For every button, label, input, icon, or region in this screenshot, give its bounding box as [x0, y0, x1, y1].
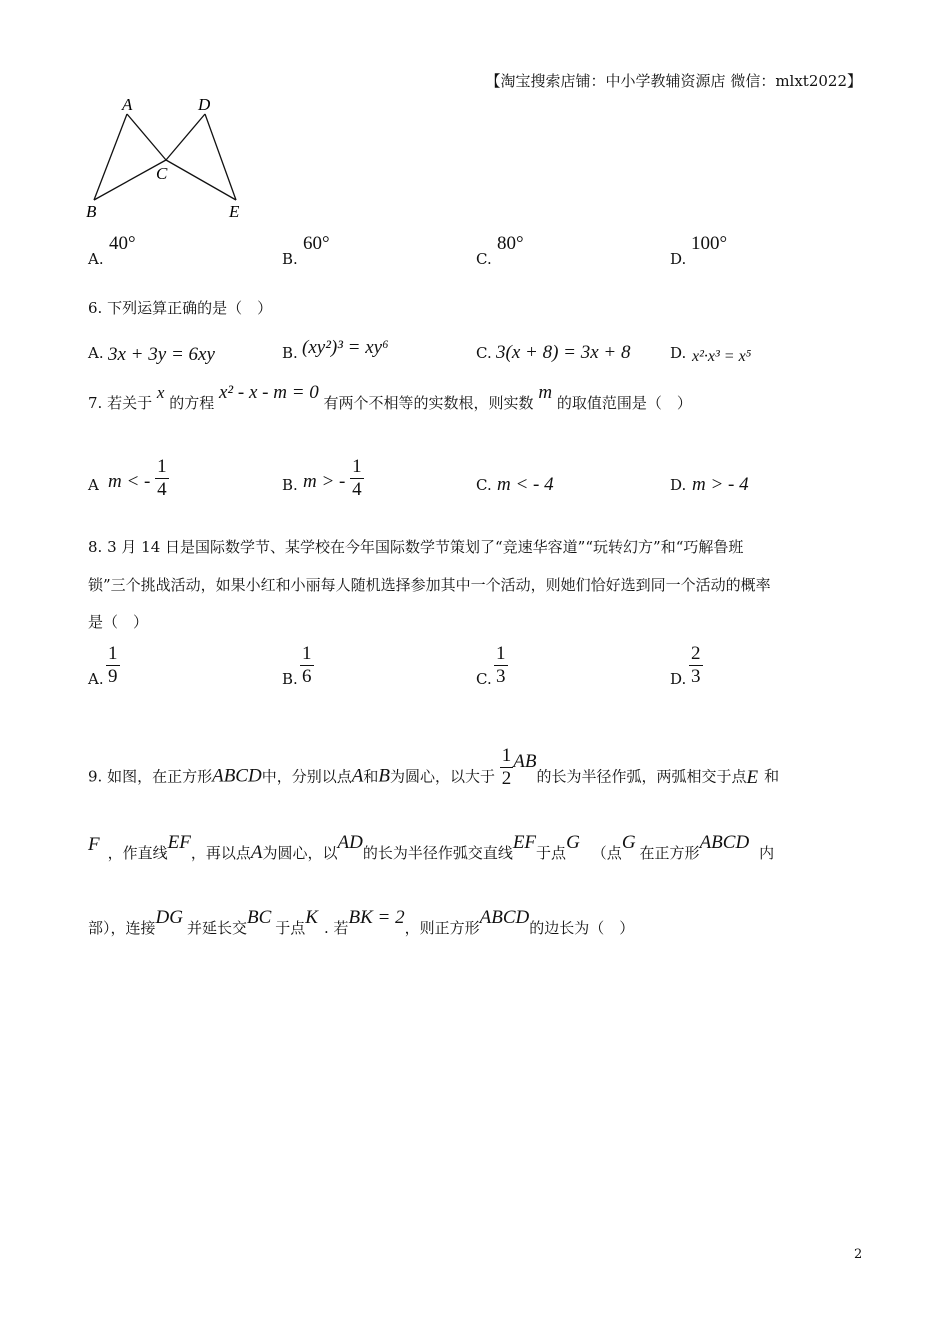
q7-option-a-letter: A [88, 476, 99, 494]
q9-math: BC [246, 907, 272, 928]
q5-option-d-letter: D. [670, 250, 687, 268]
q7-var-m: m [538, 382, 553, 403]
q9-text: （点 [591, 844, 622, 862]
q7-stem [88, 382, 692, 414]
q7-option-b-expr: m > - $\frac{1}{4}$ [303, 456, 362, 500]
q6-option-c-letter: C. [476, 344, 492, 362]
q9-text: 的长为半径作弧，两弧相交于点 [536, 767, 747, 786]
q8-option-b-letter: B. [282, 670, 298, 688]
q9-text: ，作直线 [107, 844, 168, 862]
q9-math: A [351, 765, 364, 787]
q9-text: ，再以点 [190, 844, 251, 862]
q9-text: 的长为半径作弧交直线 [362, 844, 513, 862]
q9-text: 于点 [275, 919, 306, 937]
q6-option-c-expr: 3(x + 8) = 3x + 8 [496, 342, 631, 363]
q7-option-c-expr: m < - 4 [497, 474, 554, 495]
q8-option-c-fraction: $\frac{1}{3}$ [496, 643, 506, 687]
q5-option-c-letter: C. [476, 250, 492, 268]
q5-option-c-value: 80° [497, 233, 524, 254]
q9-math: AD [337, 832, 363, 853]
q6-option-a-letter: A. [88, 344, 104, 362]
q8-line-2: 锁”三个挑战活动，如果小红和小丽每人随机选择参加其中一个活动，则她们恰好选到同一个活动的概率 [88, 576, 771, 594]
page-header: 【淘宝搜索店铺：中小学教辅资源店 微信：mlxt2022】 [485, 72, 862, 90]
q9-line-2 [88, 832, 775, 864]
page-number: 2 [854, 1247, 863, 1262]
q9-math: A [250, 842, 263, 863]
segment-ab [94, 114, 127, 200]
q9-text: 并延长交 [186, 919, 247, 937]
q7-var-x: x [156, 383, 165, 402]
q9-math: AB [513, 751, 537, 773]
q7-option-b-letter: B. [282, 476, 298, 494]
q8-option-b-fraction: $\frac{1}{6}$ [302, 643, 312, 687]
q9-text: 的边长为（ ） [529, 919, 635, 937]
triangle-figure [80, 92, 270, 227]
q9-text: ，则正方形 [404, 919, 480, 937]
q7-stem-text-1: 7. 若关于 [88, 394, 153, 412]
q7-equation: x² - x - m = 0 [219, 382, 319, 403]
q9-text: 在正方形 [639, 844, 700, 862]
q6-option-b-letter: B. [282, 344, 298, 362]
segment-ac [127, 114, 166, 160]
q9-math: DG [155, 907, 183, 928]
q9-text: 中，分别以点 [261, 767, 352, 786]
q9-math: G [566, 832, 580, 853]
q8-line-1: 8. 3 月 14 日是国际数学节、某学校在今年国际数学节策划了“竞速华容道”“玩转幻方”和“巧解鲁班 [88, 538, 744, 556]
q9-math: BK = 2 [348, 907, 405, 928]
q9-line-1 [88, 745, 780, 800]
q9-text: . 若 [323, 919, 349, 937]
label-a: A [122, 95, 133, 114]
q7-stem-text-4: 的取值范围是（ ） [556, 394, 692, 412]
q5-option-a-letter: A. [88, 250, 104, 268]
q6-option-d-letter: D. [670, 344, 687, 362]
q7-option-c-letter: C. [476, 476, 492, 494]
label-b: B [86, 202, 97, 221]
q9-math: ABCD [479, 907, 530, 928]
q5-option-b-letter: B. [282, 250, 298, 268]
label-e: E [229, 202, 240, 221]
q7-stem-text-2: 的方程 [169, 394, 215, 412]
q7-option-d-letter: D. [670, 476, 687, 494]
q9-math: EF [512, 832, 537, 853]
q9-math: B [378, 765, 390, 787]
q9-fraction-half: $\frac{1}{2}$ [501, 745, 512, 789]
q8-line-3: 是（ ） [88, 613, 149, 631]
q8-option-d-letter: D. [670, 670, 687, 688]
q6-option-d-expr: x²·x³ = x⁵ [692, 348, 752, 365]
q9-text: 部），连接 [88, 919, 156, 937]
q9-text: 为圆心，以大于 [389, 767, 495, 786]
q9-text: 和 [764, 767, 780, 786]
q5-option-a-value: 40° [109, 233, 136, 254]
q9-text: 于点 [536, 844, 567, 862]
q9-text: 内 [759, 844, 775, 862]
q6-stem: 6. 下列运算正确的是（ ） [88, 299, 273, 317]
segment-de [205, 114, 236, 200]
q9-text: 和 [363, 767, 379, 786]
q8-option-a-fraction: $\frac{1}{9}$ [108, 643, 118, 687]
q8-option-c-letter: C. [476, 670, 492, 688]
q9-math: EF [167, 832, 191, 853]
q5-option-b-value: 60° [303, 233, 330, 254]
q9-line-3 [88, 907, 635, 939]
label-c: C [156, 164, 168, 183]
q9-math: ABCD [212, 765, 262, 787]
segment-ce [166, 160, 236, 200]
q9-text: 9. 如图，在正方形 [88, 767, 213, 786]
q9-math: ABCD [699, 832, 750, 853]
q9-math: E [746, 767, 759, 789]
label-d: D [198, 95, 211, 114]
q6-option-a-expr: 3x + 3y = 6xy [108, 344, 215, 365]
q9-text: 为圆心，以 [262, 844, 338, 862]
q7-option-d-expr: m > - 4 [692, 474, 749, 495]
q9-math: K [305, 907, 318, 928]
q8-option-d-fraction: $\frac{2}{3}$ [691, 643, 701, 687]
q9-math: G [621, 832, 636, 853]
q7-stem-text-3: 有两个不相等的实数根，则实数 [323, 394, 534, 412]
segment-dc [166, 114, 205, 160]
q6-option-b-expr: (xy²)³ = xy⁶ [302, 337, 389, 358]
q7-option-a-expr: m < - $\frac{1}{4}$ [108, 456, 167, 500]
q8-option-a-letter: A. [88, 670, 104, 688]
q5-option-d-value: 100° [691, 233, 728, 254]
q9-math: F [88, 834, 100, 855]
